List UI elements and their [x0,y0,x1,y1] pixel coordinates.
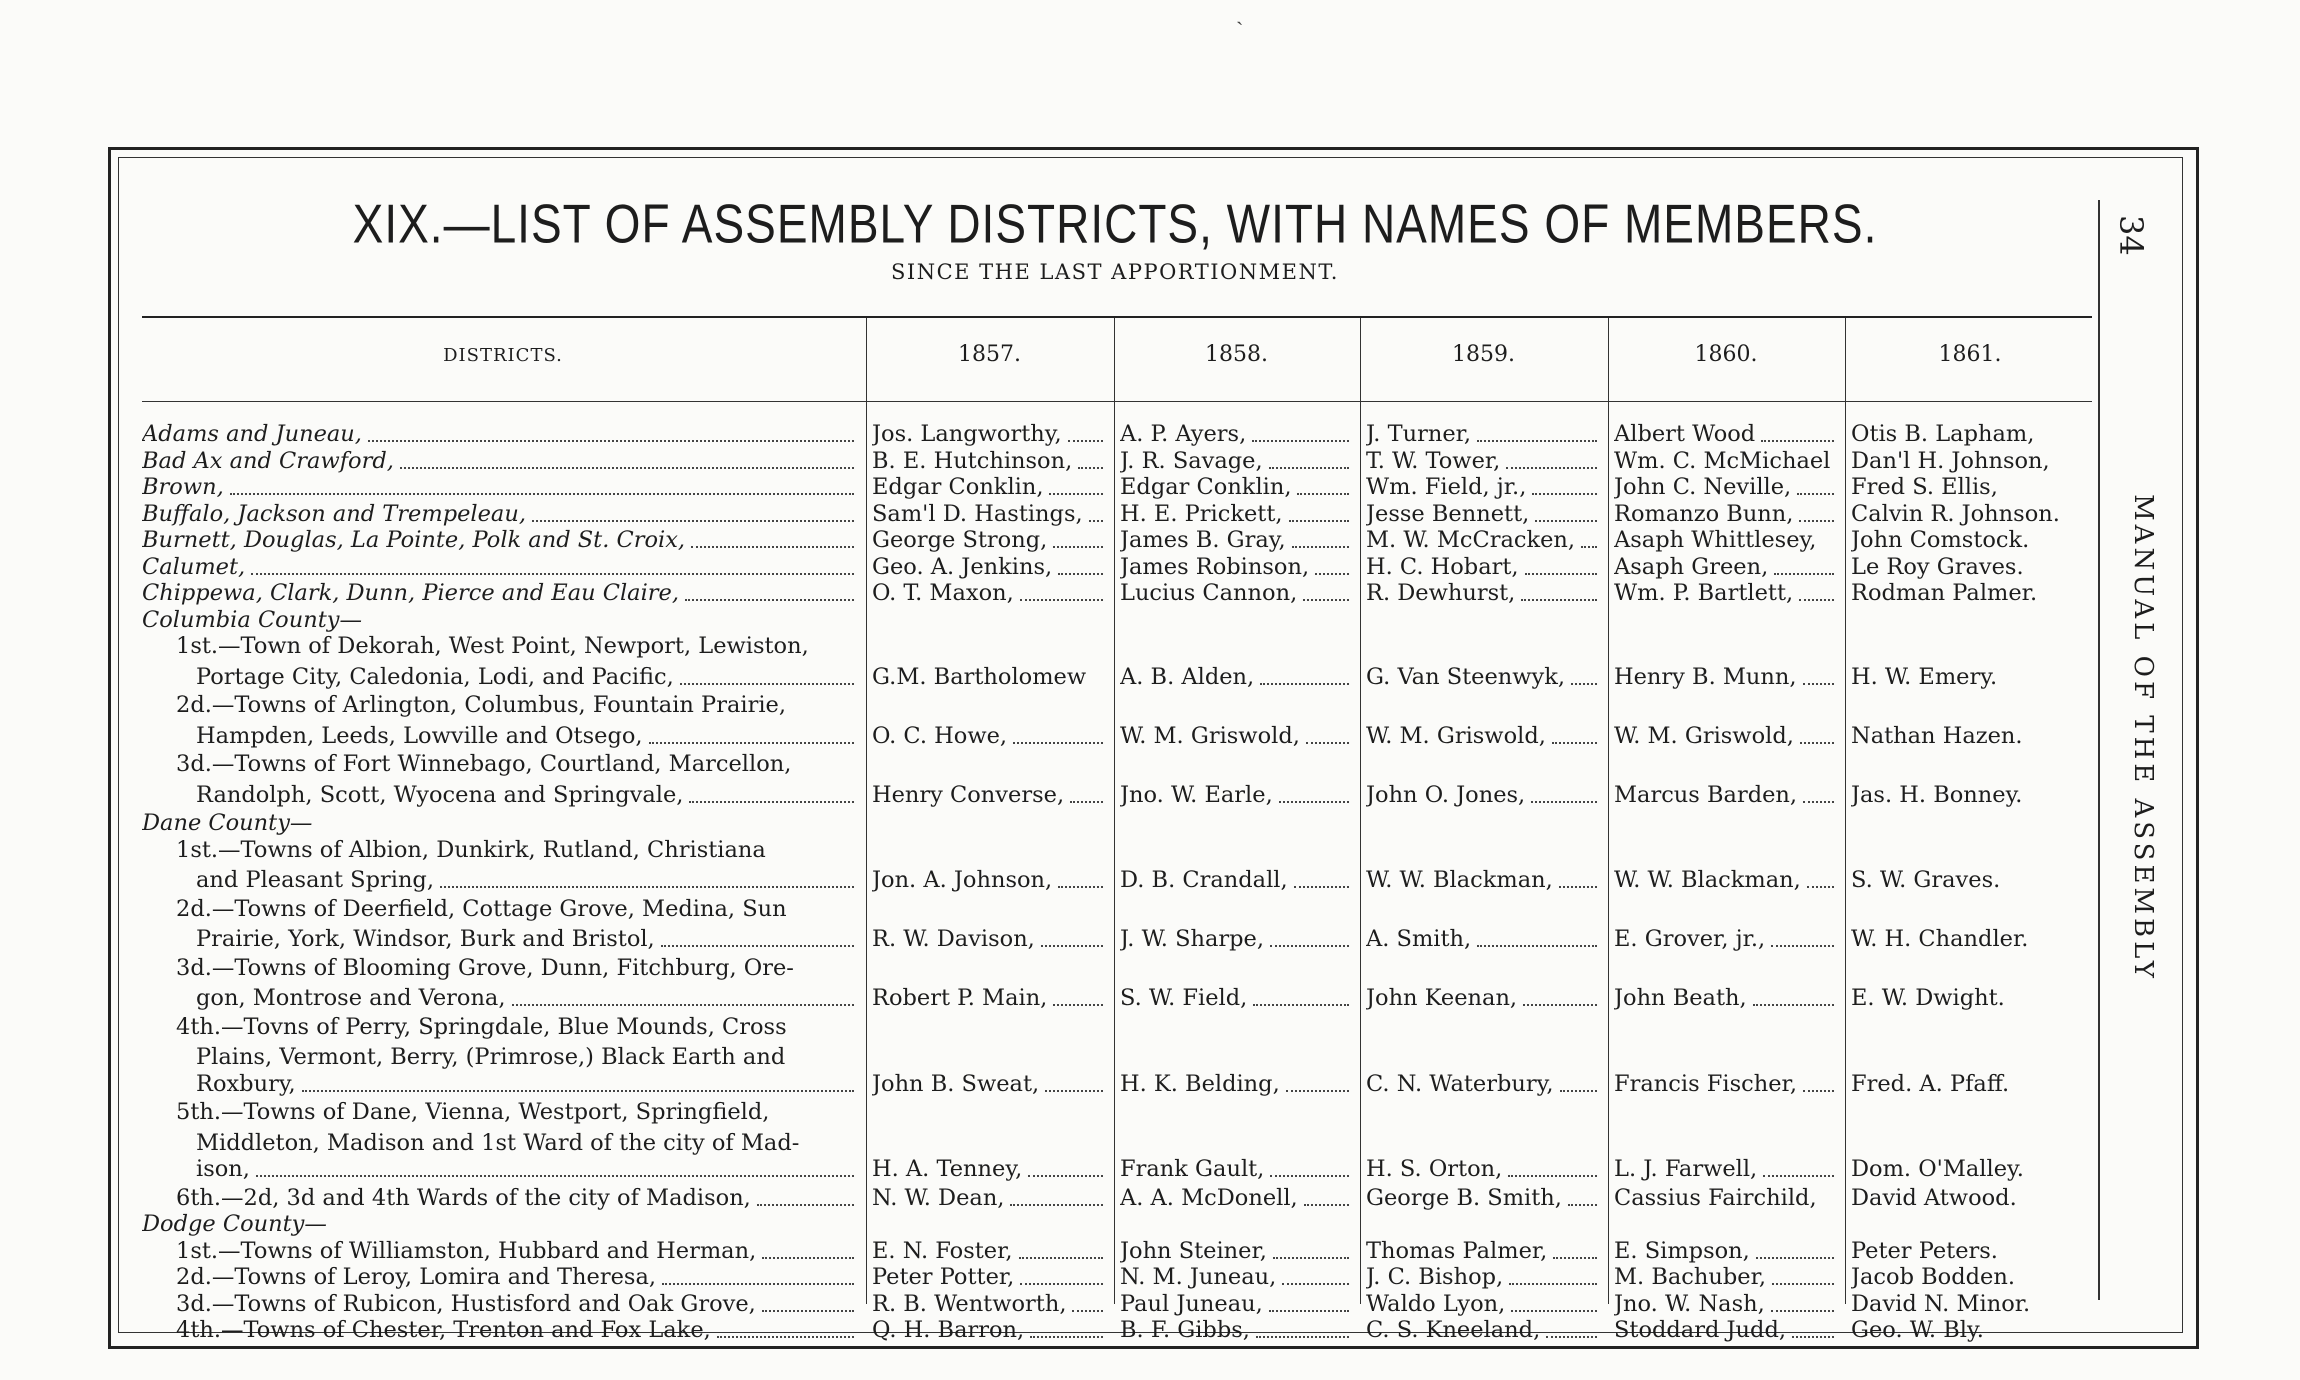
member-name: James Robinson, [1120,553,1310,580]
header-districts: DISTRICTS. [443,345,563,366]
header-year: 1861. [1938,342,2002,367]
member-name: Q. H. Barron, [872,1317,1025,1343]
member-name: Edgar Conklin, [1120,474,1292,500]
member-name: Jesse Bennett, [1366,500,1530,527]
member-name: G. Van Steenwyk, [1366,663,1566,690]
dot-leader [1072,1310,1103,1312]
dot-leader [1303,599,1349,601]
district-name: and Pleasant Spring, [196,867,434,893]
member-name: W. M. Griswold, [1366,722,1546,749]
member-name: E. Simpson, [1614,1237,1750,1264]
dot-leader [1477,440,1597,442]
member-name: H. K. Belding, [1120,1070,1280,1097]
dot-leader [1289,520,1349,522]
member-name: Henry Converse, [872,781,1065,808]
dot-leader [1535,520,1597,522]
dot-leader [717,1336,854,1338]
member-name: Lucius Cannon, [1120,580,1298,606]
district-name: Plains, Vermont, Berry, (Primrose,) Black Earth and [196,1044,786,1070]
dot-leader [1010,1204,1103,1206]
member-name: R. Dewhurst, [1366,580,1516,606]
member-name: Edgar Conklin, [872,474,1044,500]
dot-leader [368,440,854,442]
member-name: T. W. Tower, [1366,447,1501,474]
member-name: Waldo Lyon, [1366,1290,1506,1317]
member-name: B. E. Hutchinson, [872,447,1073,474]
dot-leader [1028,1175,1103,1177]
member-name: Jon. A. Johnson, [872,867,1053,893]
member-name: H. W. Emery. [1851,663,1998,690]
member-name: Henry B. Munn, [1614,663,1797,690]
dot-leader [1273,1257,1349,1259]
district-name: 4th.—Tovns of Perry, Springdale, Blue Mounds, Cross [176,1013,787,1040]
dot-leader [1571,683,1597,685]
dot-leader [1030,1336,1103,1338]
dot-leader [1089,520,1103,522]
dot-leader [1532,493,1597,495]
district-name: Adams and Juneau, [142,421,362,447]
member-name: A. A. McDonell, [1120,1184,1298,1211]
dot-leader [1297,493,1349,495]
member-name: W. M. Griswold, [1120,722,1300,749]
column-rule [866,318,867,1304]
member-name: M. Bachuber, [1614,1264,1767,1290]
district-name: 3d.—Towns of Blooming Grove, Dunn, Fitchburg, Ore- [176,954,794,981]
column-rule [1608,318,1609,1304]
district-name: 1st.—Town of Dekorah, West Point, Newport, Lewiston, [176,633,809,659]
member-name: M. W. McCracken, [1366,527,1576,553]
dot-leader [1559,886,1597,888]
dot-leader [1511,1310,1597,1312]
dot-leader [1772,1283,1834,1285]
member-name: Rodman Palmer. [1851,580,2038,606]
dot-leader [680,683,854,685]
member-name: Paul Juneau, [1120,1290,1263,1317]
dot-leader [302,1090,854,1092]
dot-leader [1269,467,1349,469]
district-name: Portage City, Caledonia, Lodi, and Pacific, [196,663,674,690]
column-rule [1845,318,1846,1304]
dot-leader [685,599,854,601]
dot-leader [1270,945,1349,947]
header-year: 1859. [1452,342,1515,367]
dot-leader [757,1204,854,1206]
dot-leader [1252,440,1349,442]
member-name: Stoddard Judd, [1614,1317,1787,1343]
dot-leader [1049,493,1103,495]
dot-leader [1525,573,1597,575]
member-name: B. F. Gibbs, [1120,1317,1250,1343]
dot-leader [1763,1175,1834,1177]
member-name: Asaph Whittlesey, [1614,527,1817,553]
district-name: 3d.—Towns of Rubicon, Hustisford and Oak Grove, [176,1290,756,1317]
member-name: David N. Minor. [1851,1290,2031,1317]
dot-leader [1771,1310,1834,1312]
member-name: Romanzo Bunn, [1614,500,1794,527]
member-name: R. B. Wentworth, [872,1290,1067,1317]
dot-leader [1477,945,1597,947]
dot-leader [1286,1090,1349,1092]
member-name: John Steiner, [1120,1237,1267,1264]
dot-leader [230,493,854,495]
dot-leader [1020,599,1103,601]
county-heading: Dane County— [142,810,313,836]
district-name: 4th.—Towns of Chester, Trenton and Fox Lake, [176,1317,711,1343]
district-name: 2d.—Towns of Deerfield, Cottage Grove, Medina, Sun [176,895,787,922]
dot-leader [661,945,854,947]
member-name: John O. Jones, [1366,781,1526,808]
dot-leader [1799,520,1834,522]
member-name: H. C. Hobart, [1366,553,1519,580]
member-name: Fred S. Ellis, [1851,474,1998,500]
dot-leader [1803,683,1834,685]
dot-leader [1306,742,1349,744]
dot-leader [256,1175,854,1177]
running-head: MANUAL OF THE ASSEMBLY [2128,494,2158,982]
member-name: O. T. Maxon, [872,580,1014,606]
dot-leader [1560,1090,1598,1092]
member-name: John Beath, [1614,985,1747,1011]
member-name: W. M. Griswold, [1614,722,1794,749]
member-name: E. W. Dwight. [1851,985,2005,1011]
margin-rule [2098,200,2100,1300]
column-rule [1114,318,1115,1304]
member-name: Jas. H. Bonney. [1851,781,2023,808]
member-name: Jos. Langworthy, [872,421,1062,447]
dot-leader [1506,467,1597,469]
dot-leader [762,1310,854,1312]
dot-leader [1521,599,1597,601]
member-name: Geo. A. Jenkins, [872,553,1053,580]
dot-leader [1807,886,1834,888]
header-year: 1860. [1694,342,1758,367]
member-name: George Strong, [872,527,1048,553]
dot-leader [1509,1283,1597,1285]
dot-leader [1774,573,1834,575]
dot-leader [1803,1090,1834,1092]
member-name: Jno. W. Nash, [1614,1290,1765,1317]
dot-leader [1552,742,1597,744]
dot-leader [1292,546,1349,548]
member-name: C. N. Waterbury, [1366,1070,1554,1097]
print-speck: ˏ [1236,1,1244,26]
member-name: David Atwood. [1851,1184,2017,1211]
county-heading: Columbia County— [142,606,362,633]
column-rule [1360,318,1361,1304]
member-name: Dan'l H. Johnson, [1851,447,2050,474]
county-heading: Dodge County— [142,1211,327,1237]
member-name: Dom. O'Malley. [1851,1156,2024,1182]
dot-leader [1282,1283,1349,1285]
member-name: A. P. Ayers, [1120,421,1247,447]
member-name: Jacob Bodden. [1851,1264,2015,1290]
member-name: John B. Sweat, [872,1070,1040,1097]
district-name: Chippewa, Clark, Dunn, Pierce and Eau Claire, [142,580,680,606]
dot-leader [1568,1204,1597,1206]
member-name: O. C. Howe, [872,722,1008,749]
dot-leader [1771,945,1834,947]
member-name: H. S. Orton, [1366,1156,1503,1182]
district-name: 2d.—Towns of Arlington, Columbus, Fountain Prairie, [176,692,786,718]
dot-leader [1053,546,1103,548]
dot-leader [1753,1004,1834,1006]
district-name: Calumet, [142,553,246,580]
dot-leader [1756,1257,1834,1259]
member-name: Nathan Hazen. [1851,722,2023,749]
member-name: James B. Gray, [1120,527,1286,553]
member-name: R. W. Davison, [872,926,1035,952]
member-name: John Keenan, [1366,985,1518,1011]
dot-leader [1553,1257,1597,1259]
dot-leader [400,467,854,469]
dot-leader [1294,886,1349,888]
header-year: 1857. [958,342,1021,367]
member-name: Jno. W. Earle, [1120,781,1273,808]
header-bottom-rule [142,401,2092,402]
dot-leader [1020,1283,1103,1285]
member-name: D. B. Crandall, [1120,867,1288,893]
member-name: Frank Gault, [1120,1156,1265,1182]
dot-leader [1041,945,1103,947]
member-name: Thomas Palmer, [1366,1237,1548,1264]
member-name: J. W. Sharpe, [1120,926,1265,952]
district-name: Middleton, Madison and 1st Ward of the city of Mad- [196,1129,800,1156]
district-name: Bad Ax and Crawford, [142,447,394,474]
page-title: XIX.—LIST OF ASSEMBLY DISTRICTS, WITH NAMES OF MEMBERS. [352,193,1878,255]
member-name: S. W. Field, [1120,985,1248,1011]
dot-leader [1058,886,1103,888]
dot-leader [1546,1336,1597,1338]
district-name: Hampden, Leeds, Lowville and Otsego, [196,722,643,749]
dot-leader [1800,742,1834,744]
district-name: Roxbury, [196,1070,296,1097]
member-name: Wm. Field, jr., [1366,474,1527,500]
member-name: Sam'l D. Hastings, [872,500,1083,527]
page-subtitle: SINCE THE LAST APPORTIONMENT. [891,260,1339,284]
dot-leader [1799,599,1834,601]
dot-leader [1523,1004,1597,1006]
member-name: John Comstock. [1851,527,2030,553]
district-name: 6th.—2d, 3d and 4th Wards of the city of Madison, [176,1184,751,1211]
dot-leader [691,546,854,548]
member-name: W. W. Blackman, [1614,867,1801,893]
dot-leader [440,886,854,888]
member-name: W. H. Chandler. [1851,926,2029,952]
dot-leader [1068,440,1103,442]
district-name: 3d.—Towns of Fort Winnebago, Courtland, Marcellon, [176,751,792,777]
dot-leader [1053,1004,1103,1006]
member-name: J. Turner, [1366,421,1472,447]
dot-leader [1260,683,1349,685]
dot-leader [689,801,854,803]
member-name: George B. Smith, [1366,1184,1562,1211]
member-name: Cassius Fairchild, [1614,1184,1817,1211]
member-name: W. W. Blackman, [1366,867,1553,893]
dot-leader [532,520,854,522]
member-name: John C. Neville, [1614,474,1792,500]
member-name: A. B. Alden, [1120,663,1255,690]
member-name: A. Smith, [1366,926,1472,952]
member-name: Albert Wood [1614,421,1756,447]
member-name: G.M. Bartholomew [872,663,1087,690]
member-name: S. W. Graves. [1851,867,2001,893]
header-top-rule [142,316,2092,318]
dot-leader [251,573,854,575]
member-name: Marcus Barden, [1614,781,1798,808]
district-name: ison, [196,1156,250,1182]
dot-leader [1019,1257,1103,1259]
member-name: Calvin R. Johnson. [1851,500,2060,527]
district-name: Brown, [142,474,224,500]
district-name: 5th.—Towns of Dane, Vienna, Westport, Springfield, [176,1099,770,1125]
member-name: Fred. A. Pfaff. [1851,1070,2010,1097]
district-name: Prairie, York, Windsor, Burk and Bristol, [196,926,655,952]
member-name: E. N. Foster, [872,1237,1013,1264]
member-name: Asaph Green, [1614,553,1769,580]
district-name: gon, Montrose and Verona, [196,985,506,1011]
dot-leader [1531,801,1597,803]
member-name: Peter Peters. [1851,1237,1998,1264]
dot-leader [662,1283,854,1285]
dot-leader [1256,1336,1349,1338]
dot-leader [1058,573,1103,575]
page-number: 34 [2112,215,2150,256]
district-name: Burnett, Douglas, La Pointe, Polk and St. Croix, [142,527,686,553]
dot-leader [1078,467,1103,469]
district-name: 1st.—Towns of Williamston, Hubbard and Herman, [176,1237,757,1264]
dot-leader [1797,493,1834,495]
member-name: J. R. Savage, [1120,447,1263,474]
dot-leader [1279,801,1349,803]
dot-leader [1792,1336,1834,1338]
member-name: E. Grover, jr., [1614,926,1766,952]
dot-leader [1070,801,1103,803]
dot-leader [762,1257,854,1259]
member-name: Robert P. Main, [872,985,1048,1011]
member-name: Francis Fischer, [1614,1070,1797,1097]
district-name: Buffalo, Jackson and Trempeleau, [142,500,526,527]
district-name: 2d.—Towns of Leroy, Lomira and Theresa, [176,1264,657,1290]
dot-leader [1269,1310,1349,1312]
member-name: N. M. Juneau, [1120,1264,1277,1290]
member-name: L. J. Farwell, [1614,1156,1758,1182]
member-name: Wm. C. McMichael [1614,447,1831,474]
member-name: N. W. Dean, [872,1184,1005,1211]
dot-leader [649,742,854,744]
member-name: Otis B. Lapham, [1851,421,2035,447]
dot-leader [512,1004,855,1006]
dot-leader [1253,1004,1349,1006]
district-name: Randolph, Scott, Wyocena and Springvale, [196,781,684,808]
member-name: Peter Potter, [872,1264,1015,1290]
dot-leader [1270,1175,1349,1177]
dot-leader [1304,1204,1349,1206]
district-name: 1st.—Towns of Albion, Dunkirk, Rutland, Christiana [176,836,766,863]
dot-leader [1013,742,1103,744]
header-year: 1858. [1205,342,1268,367]
member-name: Wm. P. Bartlett, [1614,580,1794,606]
member-name: J. C. Bishop, [1366,1264,1504,1290]
member-name: H. A. Tenney, [872,1156,1023,1182]
member-name: C. S. Kneeland, [1366,1317,1541,1343]
member-name: H. E. Prickett, [1120,500,1283,527]
member-name: Le Roy Graves. [1851,553,2024,580]
dot-leader [1508,1175,1597,1177]
dot-leader [1803,801,1834,803]
dot-leader [1315,573,1349,575]
dot-leader [1045,1090,1103,1092]
dot-leader [1581,546,1597,548]
member-name: Geo. W. Bly. [1851,1317,1984,1343]
dot-leader [1761,440,1834,442]
